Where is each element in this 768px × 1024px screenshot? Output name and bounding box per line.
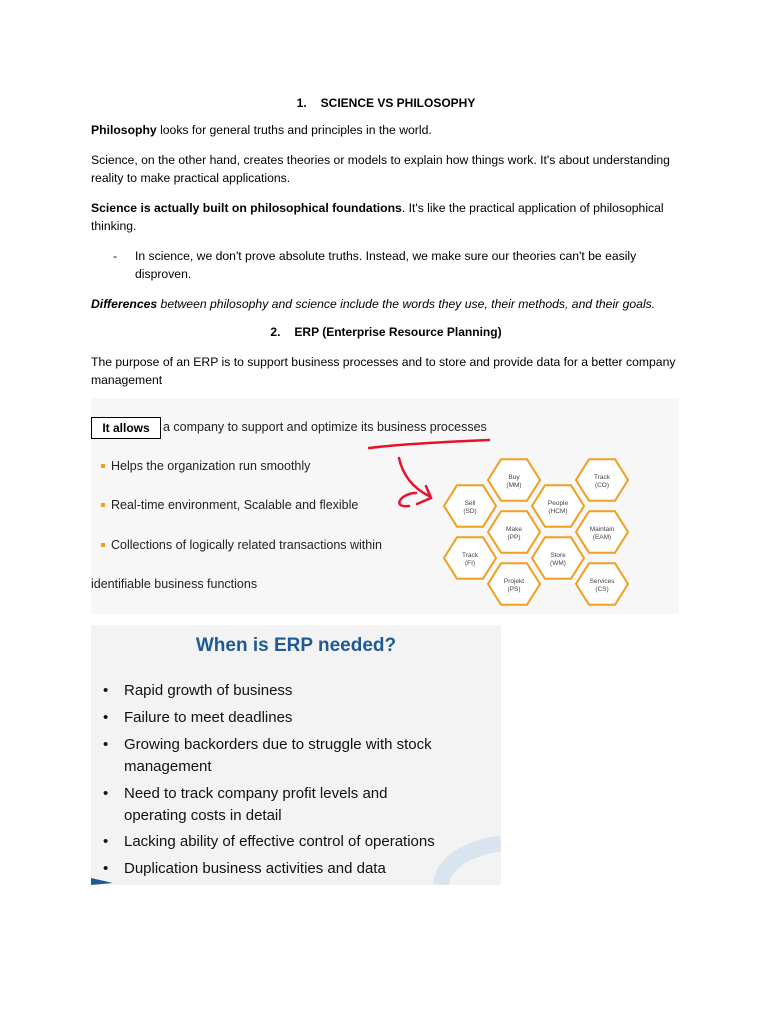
bullet-square-icon <box>101 503 105 507</box>
slide2-title: When is ERP needed? <box>195 635 397 656</box>
slide1-bullet-continuation: identifiable business functions <box>91 577 258 591</box>
paragraph-science: Science, on the other hand, creates theories or models to explain how things work. It's about understanding reality to make practical applications. <box>91 153 670 185</box>
bullet-dot-icon: • <box>103 709 109 726</box>
hex-name: People <box>547 500 569 507</box>
bullet-dot-icon: • <box>103 833 109 850</box>
erp-slide-when-needed: When is ERP needed? • Rapid growth of business • Failure to meet deadlines • Growing backorders due to struggle with stock management • Need to track company profit levels and operating costs in detail • Lacking ability of effective control of operations • Duplication business activities and data <box>91 625 501 885</box>
foundations-text: . It's like the practical application of philosophical thinking. <box>91 201 664 233</box>
hex-code: (SD) <box>463 508 477 515</box>
section-1-heading <box>91 94 681 112</box>
section-1-number: 1. <box>296 96 307 110</box>
hex-name: Projekt <box>503 578 525 585</box>
hex-name: Track <box>461 552 479 559</box>
section-2-heading <box>91 323 681 341</box>
differences-text: between philosophy and science include the words they use, their methods, and their goals. <box>157 297 656 311</box>
hex-code: (PS) <box>507 586 521 593</box>
hex-code: (MM) <box>506 482 522 489</box>
hex-code: (EAM) <box>592 534 612 541</box>
foundations-bold: Science is actually built on philosophical foundations <box>91 201 402 215</box>
bullet-dot-icon: • <box>103 736 109 753</box>
paragraph-philosophy <box>91 121 681 139</box>
dash-list-item <box>91 247 681 287</box>
hex-name: Sell <box>464 500 476 507</box>
erp-slide-allows <box>91 398 679 614</box>
slide1-headline: a company to support and optimize its business processes <box>163 420 487 434</box>
bullet-square-icon <box>101 464 105 468</box>
dash-marker: - <box>113 249 118 263</box>
hex-name: Buy <box>508 474 520 481</box>
erp-hex-diagram <box>444 459 628 604</box>
hex-code: (CO) <box>594 482 610 489</box>
section-2-number: 2. <box>270 325 281 339</box>
paragraph-differences <box>91 295 681 313</box>
bullet-dot-icon: • <box>103 682 109 699</box>
hex-name: Make <box>506 526 522 533</box>
hex-name: Services <box>589 578 615 585</box>
bullet-square-icon <box>101 543 105 547</box>
hex-code: (HCM) <box>548 508 568 515</box>
hex-code: (WM) <box>550 560 566 567</box>
pen-arrow-head <box>399 486 431 506</box>
pen-underline <box>369 440 489 448</box>
pen-arrow-stroke <box>399 458 429 496</box>
hex-code: (FI) <box>464 560 476 567</box>
paragraph-erp-purpose: The purpose of an ERP is to support business processes and to store and provide data for a better company management <box>91 355 676 387</box>
hex-code: (CS) <box>595 586 609 593</box>
hex-code: (PP) <box>507 534 521 541</box>
paragraph-foundations <box>91 199 681 235</box>
slide1-bullet: Collections of logically related transactions within <box>101 538 382 552</box>
it-allows-box: It allows <box>91 417 161 439</box>
bullet-dot-icon: • <box>103 785 109 802</box>
dash-item-text: In science, we don't prove absolute truths. Instead, we make sure our theories can't be easily disproven. <box>135 249 637 281</box>
slide1-bullet: Real-time environment, Scalable and flexible <box>101 498 358 512</box>
bullet-dot-icon: • <box>103 860 109 877</box>
philosophy-text: looks for general truths and principles in the world. <box>156 123 432 137</box>
hex-name: Store <box>550 552 566 559</box>
hex-name: Track <box>593 474 611 481</box>
section-1-title: SCIENCE VS PHILOSOPHY <box>320 96 476 110</box>
hex-name: Maintain <box>589 526 615 533</box>
philosophy-bold: Philosophy <box>91 123 157 137</box>
section-2-title: ERP (Enterprise Resource Planning) <box>294 325 502 339</box>
differences-bold: Differences <box>91 297 158 311</box>
slide1-bullet: Helps the organization run smoothly <box>101 459 310 473</box>
